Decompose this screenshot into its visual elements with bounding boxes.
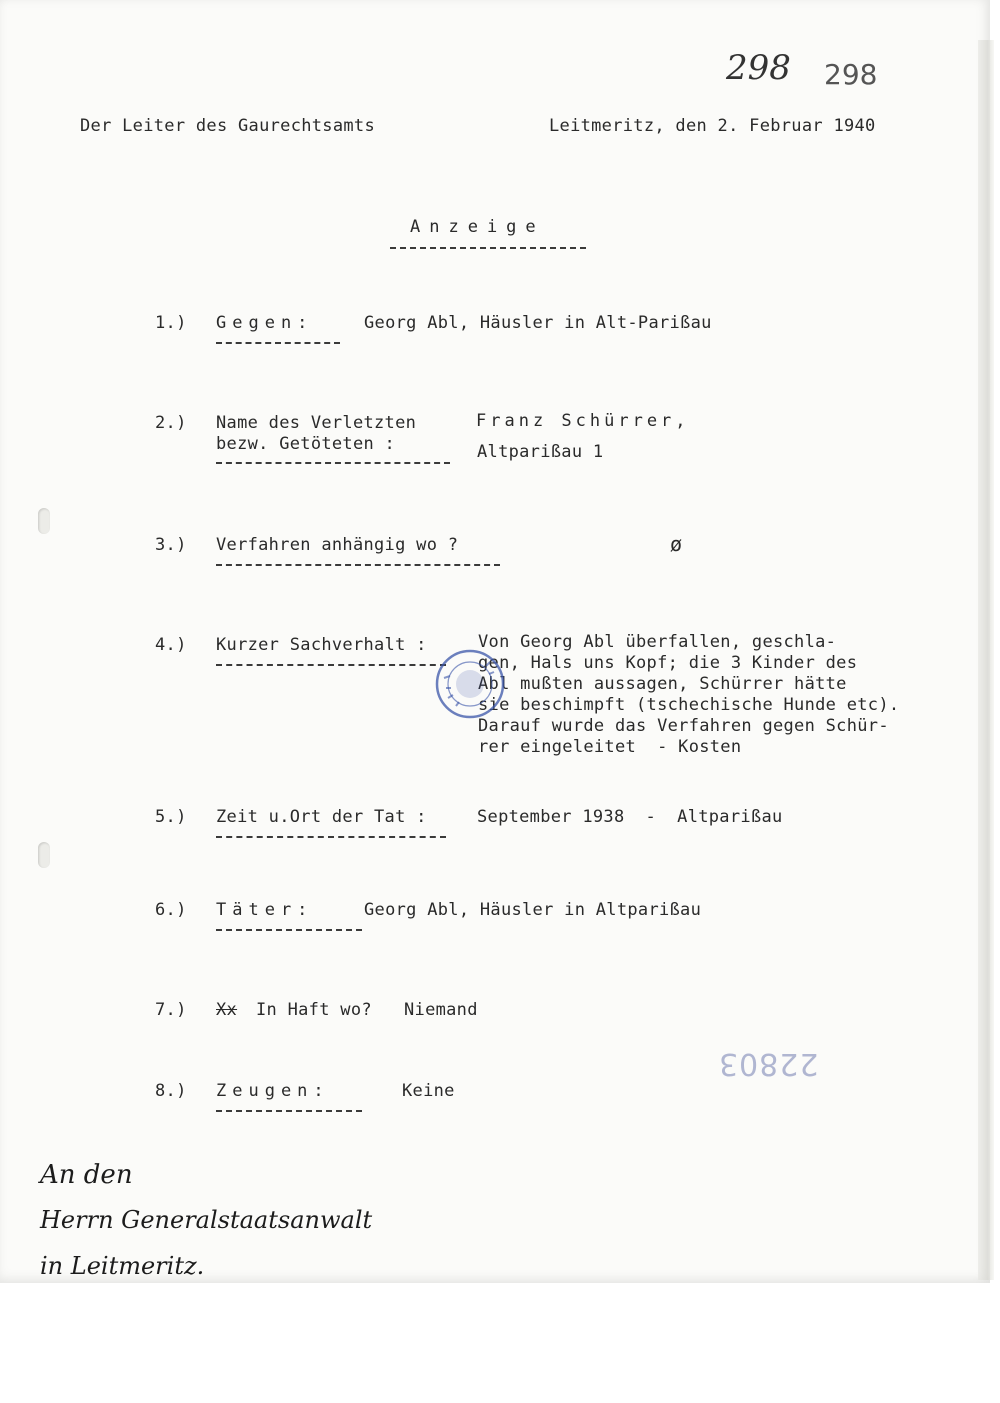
struck-out-text: Xx [216,1000,238,1020]
item-value-zeugen: Keine [402,1081,455,1101]
sachverhalt-line: Darauf wurde das Verfahren gegen Schür- [478,716,889,736]
label-underline [216,462,450,464]
sachverhalt-line: gen, Hals uns Kopf; die 3 Kinder des [478,653,858,673]
sachverhalt-line: sie beschimpft (tschechische Hunde etc). [478,695,900,715]
item-number: 5.) [155,807,187,827]
sender-line: Der Leiter des Gaurechtsamts [80,116,375,136]
item-label-zeugen: Zeugen: [216,1081,330,1101]
item-label-gegen: Gegen: [216,313,314,333]
title-underline [390,247,586,249]
item-number: 8.) [155,1081,187,1101]
handwritten-address-line: An den [40,1160,133,1190]
label-underline [216,342,340,344]
paper-edge [978,40,994,1280]
label-underline [216,836,446,838]
label-underline [216,1110,362,1112]
label-underline [216,564,500,566]
item-label-zeit-ort: Zeit u.Ort der Tat : [216,807,427,827]
item-number: 2.) [155,413,187,433]
handwritten-address-line: Herrn Generalstaatsanwalt [40,1206,373,1234]
item-number: 6.) [155,900,187,920]
item-number: 7.) [155,1000,187,1020]
document-title: Anzeige [410,217,545,237]
item-value-verfahren: ø [670,532,683,556]
item-label-verletzten: Name des Verletzten [216,413,417,433]
registry-number-stamp: 22803 [718,1046,819,1081]
item-label-sachverhalt: Kurzer Sachverhalt : [216,635,427,655]
punch-hole [38,842,50,868]
item-number: 1.) [155,313,187,333]
place-date-line: Leitmeritz, den 2. Februar 1940 [549,116,876,136]
sachverhalt-line: Von Georg Abl überfallen, geschla- [478,632,837,652]
item-value-injured-address: Altparißau 1 [477,442,604,462]
item-number: 4.) [155,635,187,655]
item-label-verfahren: Verfahren anhängig wo ? [216,535,459,555]
item-value-gegen: Georg Abl, Häusler in Alt-Parißau [364,313,712,333]
item-label-getoeteten: bezw. Getöteten : [216,434,396,454]
sachverhalt-line: Abl mußten aussagen, Schürrer hätte [478,674,847,694]
handwritten-address-line: in Leitmeritz. [40,1252,205,1280]
item-value-injured-name: Franz Schürrer, [476,411,690,431]
item-label-taeter: Täter: [216,900,314,920]
item-value-taeter: Georg Abl, Häusler in Altparißau [364,900,702,920]
sachverhalt-line: rer eingeleitet - Kosten [478,737,742,757]
item-value-zeit-ort: September 1938 - Altparißau [477,807,783,827]
label-underline [216,929,362,931]
stamped-page-number: 298 [824,58,878,91]
archive-round-stamp [434,648,506,720]
item-number: 3.) [155,535,187,555]
item-label-haft: In Haft wo? [256,1000,372,1020]
item-value-haft: Niemand [404,1000,478,1020]
handwritten-page-number: 298 [726,48,791,88]
punch-hole [38,508,50,534]
label-underline [216,664,446,666]
